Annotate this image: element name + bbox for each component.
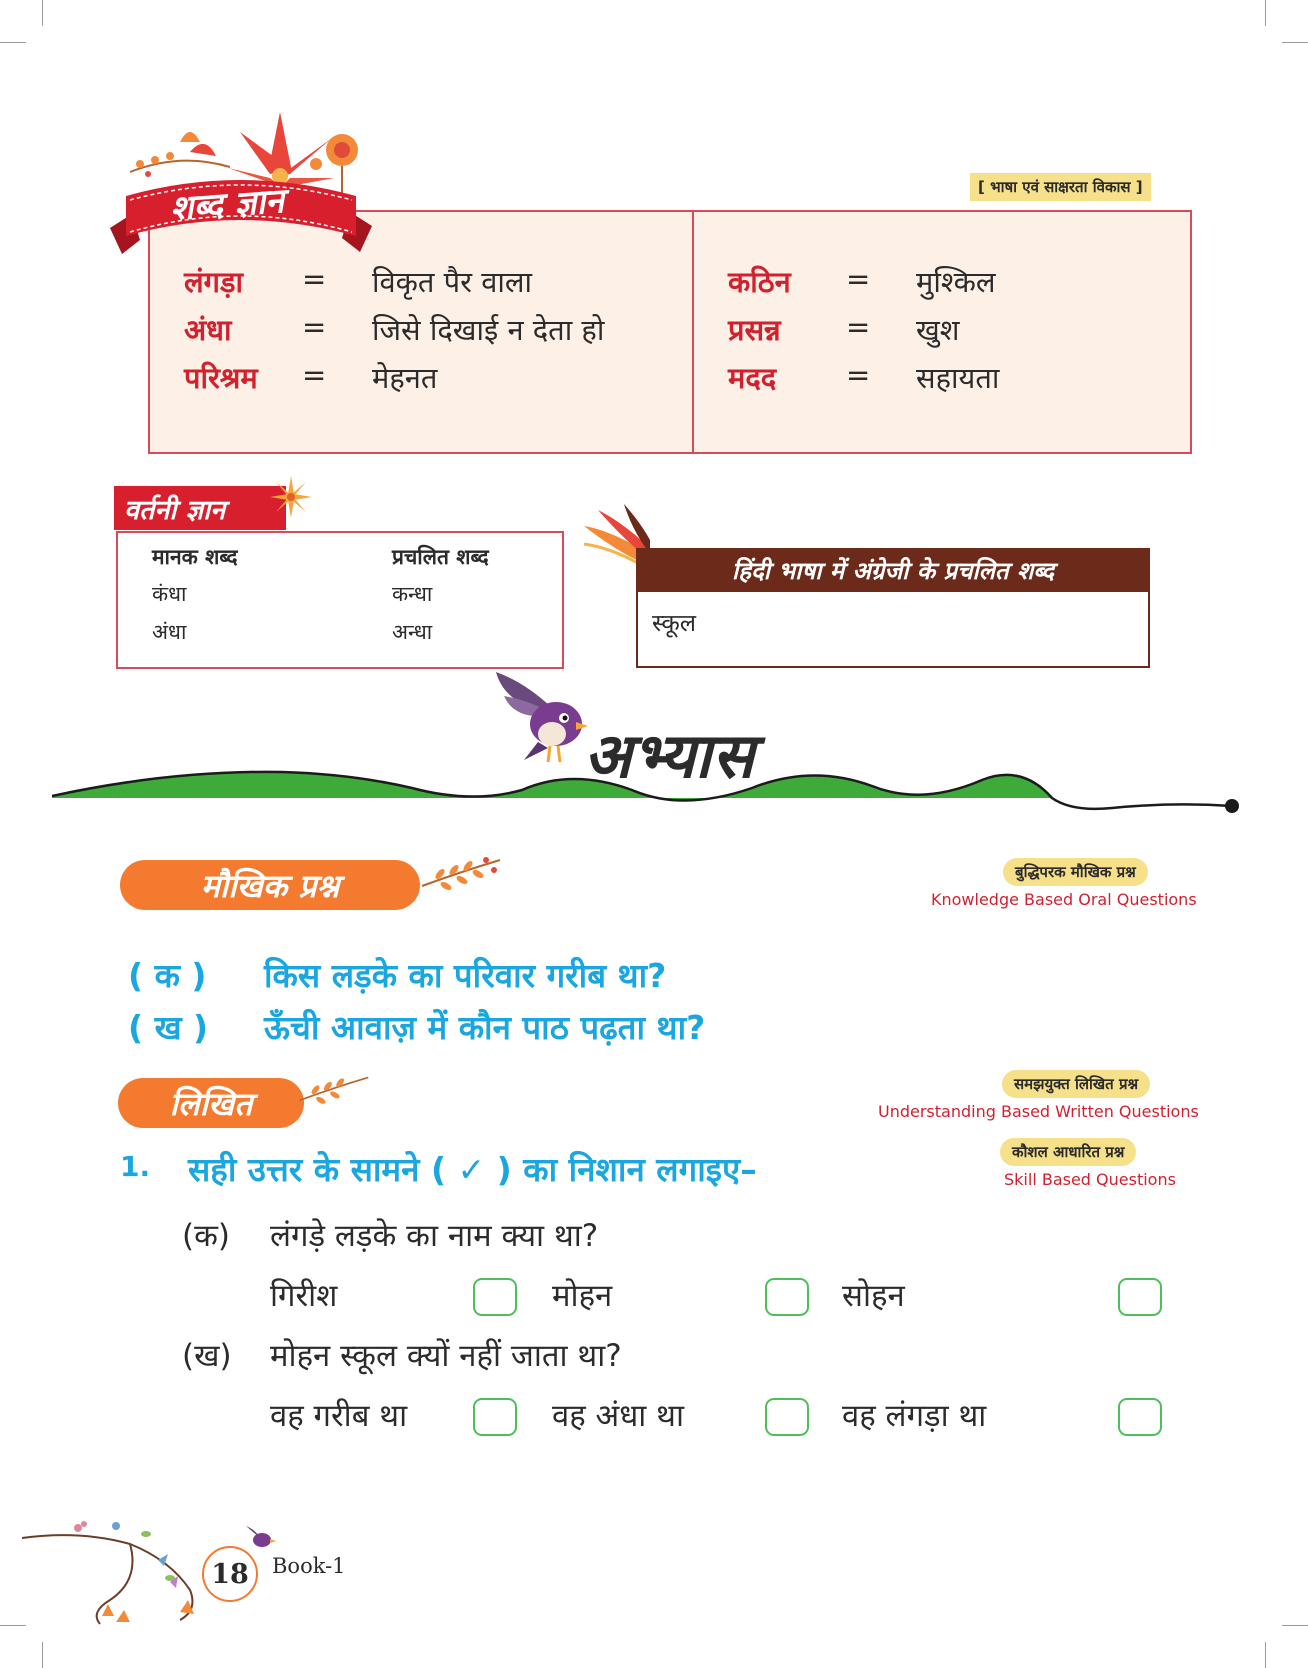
equals-sign: = bbox=[302, 358, 327, 392]
equals-sign: = bbox=[302, 310, 327, 344]
word-row bbox=[728, 310, 781, 349]
crop-mark bbox=[42, 1642, 43, 1668]
equals-sign: = bbox=[846, 358, 871, 392]
word-row bbox=[184, 310, 232, 349]
standard-word: अंधा bbox=[152, 620, 187, 644]
meaning: सहायता bbox=[916, 361, 1000, 395]
equals-sign: = bbox=[302, 262, 327, 296]
word: कठिन bbox=[728, 265, 791, 299]
mcq-option: सोहन bbox=[842, 1278, 905, 1314]
shabd-gyan-title: शब्द ज्ञान bbox=[168, 181, 286, 229]
word-meaning-divider bbox=[692, 210, 694, 454]
mcq-question: लंगड़े लड़के का नाम क्या था? bbox=[270, 1218, 599, 1254]
word-row bbox=[728, 358, 776, 397]
book-label: Book-1 bbox=[272, 1554, 346, 1578]
knowledge-oral-tag: बुद्धिपरक मौखिक प्रश्न bbox=[1003, 858, 1148, 886]
language-literacy-tag: [ भाषा एवं साक्षरता विकास ] bbox=[970, 173, 1151, 201]
mcq-option: वह लंगड़ा था bbox=[842, 1398, 987, 1434]
crop-mark bbox=[1265, 1642, 1266, 1668]
mcq-label: (ख) bbox=[182, 1338, 232, 1374]
mcq-option: गिरीश bbox=[270, 1278, 338, 1314]
twig-decoration-icon bbox=[420, 852, 502, 892]
english-word: स्कूल bbox=[652, 609, 697, 637]
word-row bbox=[184, 262, 243, 301]
mcq-option: मोहन bbox=[552, 1278, 613, 1314]
english-words-box bbox=[636, 592, 1150, 668]
word: मदद bbox=[728, 361, 777, 395]
crop-mark bbox=[0, 42, 26, 43]
word: अंधा bbox=[184, 313, 232, 347]
bird-mascot-icon bbox=[494, 672, 594, 768]
word-row bbox=[184, 358, 258, 397]
vartani-title: वर्तनी ज्ञान bbox=[124, 495, 226, 526]
common-word: अन्धा bbox=[392, 620, 433, 644]
meaning: विकृत पैर वाला bbox=[372, 265, 533, 299]
floral-vine-icon bbox=[20, 1520, 220, 1630]
word: परिश्रम bbox=[184, 361, 258, 395]
word: प्रसन्न bbox=[728, 313, 781, 347]
mcq-label: (क) bbox=[182, 1218, 230, 1254]
skill-based-tag: कौशल आधारित प्रश्न bbox=[1000, 1138, 1136, 1166]
understanding-written-tag: समझयुक्त लिखित प्रश्न bbox=[1002, 1070, 1150, 1098]
meaning: मेहनत bbox=[372, 361, 438, 395]
answer-checkbox[interactable] bbox=[473, 1278, 517, 1316]
meaning: मुश्किल bbox=[916, 265, 996, 299]
answer-checkbox[interactable] bbox=[1118, 1398, 1162, 1436]
standard-word: कंधा bbox=[152, 582, 187, 606]
question-label: ( क ) bbox=[128, 956, 207, 995]
meaning: खुश bbox=[916, 313, 960, 347]
answer-checkbox[interactable] bbox=[765, 1278, 809, 1316]
word-row bbox=[728, 262, 791, 301]
english-words-title: हिंदी भाषा में अंग्रेजी के प्रचलित शब्द bbox=[636, 548, 1150, 592]
crop-mark bbox=[1282, 42, 1308, 43]
mcq-option: वह गरीब था bbox=[270, 1398, 408, 1434]
equals-sign: = bbox=[846, 310, 871, 344]
knowledge-oral-tag-english: Knowledge Based Oral Questions bbox=[931, 890, 1197, 909]
meaning: जिसे दिखाई न देता हो bbox=[372, 313, 605, 347]
answer-checkbox[interactable] bbox=[765, 1398, 809, 1436]
common-word: कन्धा bbox=[392, 582, 433, 606]
oral-question: किस लड़के का परिवार गरीब था? bbox=[264, 956, 667, 995]
twig-decoration-icon bbox=[298, 1068, 370, 1108]
common-word-header: प्रचलित शब्द bbox=[392, 545, 489, 569]
mcq-option: वह अंधा था bbox=[552, 1398, 685, 1434]
crop-mark bbox=[42, 0, 43, 26]
answer-checkbox[interactable] bbox=[473, 1398, 517, 1436]
starburst-flower-icon bbox=[268, 474, 314, 520]
equals-sign: = bbox=[846, 262, 871, 296]
understanding-written-tag-english: Understanding Based Written Questions bbox=[878, 1102, 1199, 1121]
written-question-pill: लिखित bbox=[118, 1078, 304, 1128]
page-number: 18 bbox=[202, 1546, 258, 1602]
oral-question: ऊँची आवाज़ में कौन पाठ पढ़ता था? bbox=[264, 1008, 706, 1047]
crop-mark bbox=[1265, 0, 1266, 26]
written-instruction: सही उत्तर के सामने ( ✓ ) का निशान लगाइए– bbox=[188, 1150, 757, 1189]
mcq-question: मोहन स्कूल क्यों नहीं जाता था? bbox=[270, 1338, 622, 1374]
abhyas-title: अभ्यास bbox=[584, 719, 756, 792]
small-bird-icon bbox=[242, 1522, 278, 1550]
answer-checkbox[interactable] bbox=[1118, 1278, 1162, 1316]
question-number: 1. bbox=[120, 1150, 151, 1183]
crop-mark bbox=[1282, 1625, 1308, 1626]
question-label: ( ख ) bbox=[128, 1008, 209, 1047]
word: लंगड़ा bbox=[184, 265, 244, 299]
skill-based-tag-english: Skill Based Questions bbox=[1004, 1170, 1176, 1189]
standard-word-header: मानक शब्द bbox=[152, 545, 238, 569]
oral-question-pill: मौखिक प्रश्न bbox=[120, 860, 420, 910]
